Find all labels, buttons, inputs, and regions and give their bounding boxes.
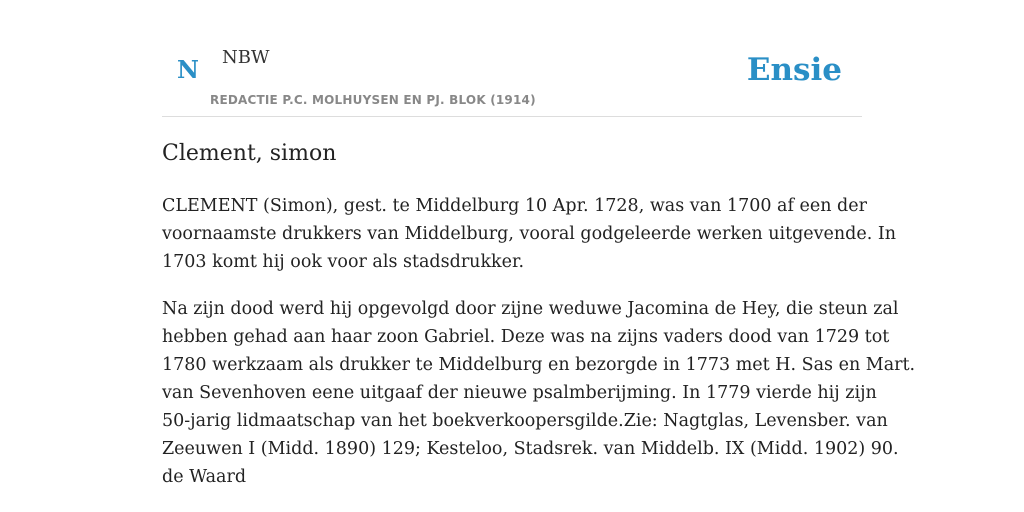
paragraph (162, 192, 897, 276)
source-subtitle: REDACTIE P.C. MOLHUYSEN EN PJ. BLOK (1914) (210, 93, 536, 107)
text-line: 1703 komt hij ook voor als stadsdrukker. (162, 252, 525, 272)
source-logo[interactable]: N (177, 55, 199, 84)
brand-logo[interactable]: Ensie (746, 52, 842, 88)
article-body (162, 192, 916, 510)
header (162, 0, 862, 117)
text-line: hebben gehad aan haar zoon Gabriel. Deze was na zijns vaders dood van 1729 tot (162, 327, 890, 347)
article-title: Clement, simon (162, 141, 337, 166)
text-line: CLEMENT (Simon), gest. te Middelburg 10 Apr. 1728, was van 1700 af een der (162, 196, 867, 216)
text-line: de Waard (162, 467, 247, 487)
text-line: Zeeuwen I (Midd. 1890) 129; Kesteloo, Stadsrek. van Middelb. IX (Midd. 1902) 90. (162, 439, 899, 459)
text-line: 50-jarig lidmaatschap van het boekverkoopersgilde.Zie: Nagtglas, Levensber. van (162, 411, 888, 431)
text-line: 1780 werkzaam als drukker te Middelburg en bezorgde in 1773 met H. Sas en Mart. (162, 355, 916, 375)
text-line: voornaamste drukkers van Middelburg, vooral godgeleerde werken uitgevende. In (162, 224, 897, 244)
text-line: van Sevenhoven eene uitgaaf der nieuwe psalmberijming. In 1779 vierde hij zijn (162, 383, 877, 403)
source-name[interactable]: NBW (222, 47, 270, 68)
paragraph (162, 295, 916, 491)
text-line: Na zijn dood werd hij opgevolgd door zijne weduwe Jacomina de Hey, die steun zal (162, 299, 899, 319)
